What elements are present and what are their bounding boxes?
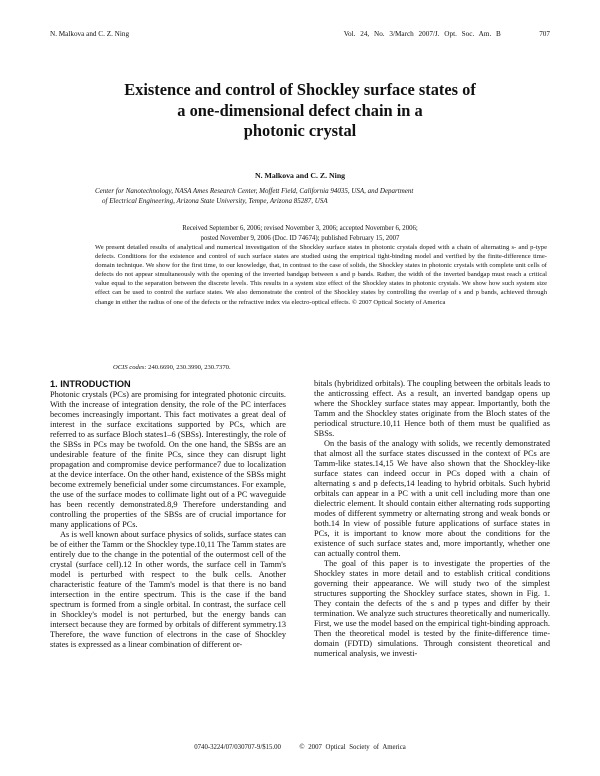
affiliation-line-2: of Electrical Engineering, Arizona State University, Tempe, Arizona 85287, USA	[102, 197, 328, 205]
received-line-1: Received September 6, 2006; revised November 3, 2006; accepted November 6, 2006;	[182, 225, 418, 232]
received-dates	[50, 224, 550, 243]
ocis-values: 240.6690, 230.3990, 230.7370.	[146, 364, 231, 371]
paper-title	[60, 80, 540, 142]
author-list: N. Malkova and C. Z. Ning	[254, 171, 346, 180]
affiliation	[95, 186, 545, 206]
received-line-2: posted November 9, 2006 (Doc. ID 74674); published February 15, 2007	[200, 234, 400, 242]
affiliation-line-1: Center for Nanotechnology, NASA Ames Research Center, Moffett Field, California 94035, USA, and Department	[95, 187, 414, 195]
running-header-authors: N. Malkova and C. Z. Ning	[50, 30, 130, 38]
intro-paragraph-4: On the basis of the analogy with solids, we recently demonstrated that almost all the surface states discussed in the context of PCs are Tamm-like states.14,15 We have also shown that the Shockley-like surface states can indeed occur in PCs doped with a chain of alternating s and p defects,14 leading to hybrid orbitals. Such hybrid orbitals can appear in a PC with a unit cell including more than one dielectric element. It should contain either alternating rods supporting modes of different symmetry or alternating strong and weak bonds or both.14 In view of possible future applications of surface states in PCs, it is important to know more about the conditions for the existence of such surface states and, more importantly, whether one can actually control them.	[314, 439, 550, 558]
intro-paragraph-3: bitals (hybridized orbitals). The coupling between the orbitals leads to the anticrossing effect. As a result, an inverted bandgap opens up where the Shockley surface states may appear. Importantly, both the Tamm and the Shockley states originate from the Bloch states of the periodical structure.10,11 Hence both of them must be qualified as SBSs.	[314, 379, 550, 438]
title-line-2: a one-dimensional defect chain in a	[177, 100, 423, 120]
title-line-1: Existence and control of Shockley surface states of	[124, 80, 476, 99]
section-heading: 1. INTRODUCTION	[50, 379, 131, 389]
page-footer: 0740-3224/07/030707-9/$15.00 © 2007 Optical Society of America	[194, 744, 406, 751]
ocis-codes	[113, 364, 231, 371]
running-header-journal: Vol. 24, No. 3/March 2007/J. Opt. Soc. Am. B 707	[343, 30, 550, 38]
abstract: We present detailed results of analytical and numerical investigation of the Shockley surface states in photonic crystals doped with a chain of alternating s- and p-type defects. Conditions for the existence and control of such surface states are studied using the empirical tight-binding model and verified by the finite-difference time-domain technique. We show for the first time, to our knowledge, that, in contrast to the case of solids, the Shockley states in photonic crystals with complete unit cells of defects do not appear simultaneously with the opening of the inverted bandgap between s and p bands. Rather, the width of the inverted bandgap must reach a critical value equal to the separation between the discrete levels. This results in a system size effect of the Shockley states in photonic crystals. We show how such system size effect can be used to control the surface states. We also demonstrate the control of the Shockley states by controlling the overlap of s and p bands, achieved through change in either the radius of one of the defects or the refractive index via electro-optical effects. © 2007 Optical Society of America	[95, 244, 547, 306]
title-line-3: photonic crystal	[243, 121, 357, 140]
left-column	[50, 379, 286, 650]
intro-paragraph-5: The goal of this paper is to investigate the properties of the Shockley states in more detail and to establish critical conditions governing their appearance. We will study two of the simplest structures supporting the Shockley surface states, shown in Fig. 1. They contain the defects of the s and p types and differ by their termination. We analyze such structures theoretically and numerically. First, we use the model based on the empirical tight-binding approach. Then the theoretical model is tested by the finite-difference time-domain (FDTD) simulations. Through consistent theoretical and numerical analysis, we investi-	[314, 559, 550, 658]
ocis-label: OCIS codes:	[113, 364, 147, 371]
intro-paragraph-1: Photonic crystals (PCs) are promising for integrated photonic circuits. With the increase of integration density, the role of the PC interfaces becomes increasingly important. This fact motivates a great deal of interest in the surface excitations supported by PCs, which are referred to as surface Bloch states1–6 (SBSs). Interestingly, the role of the SBSs in PCs may be twofold. On the one hand, the SBSs are an undesirable feature of the finite PCs, since they can disrupt light propagation and compromise device performance7 due to localization at the device interface. On the other hand, existence of the SBSs might become extremely beneficial under some circumstances. For example, the use of the surface modes to collimate light out of a PC waveguide has been recently demonstrated.8,9 Therefore understanding and controlling the properties of the SBSs are of crucial importance for many applications of PCs.	[50, 390, 286, 529]
right-column	[314, 379, 550, 659]
intro-paragraph-2: As is well known about surface physics of solids, surface states can be of either the Tamm or the Shockley type.10,11 The Tamm states are entirely due to the change in the potential of the outermost cell of the crystal (surface cell).12 In other words, the surface cell in Tamm's model is perturbed with respect to the bulk cells. Another characteristic feature of the Tamm's model is that there is no band intersection in the entire spectrum. This is the case if the band spectrum is formed from a single orbital. In contrast, the surface cell in Shockley's model is not perturbed, but the energy bands can intersect because they are formed by orbitals of different symmetry.13 Therefore, the wave function of electrons in the case of Shockley states is expressed as a linear combination of different or-	[50, 530, 286, 649]
